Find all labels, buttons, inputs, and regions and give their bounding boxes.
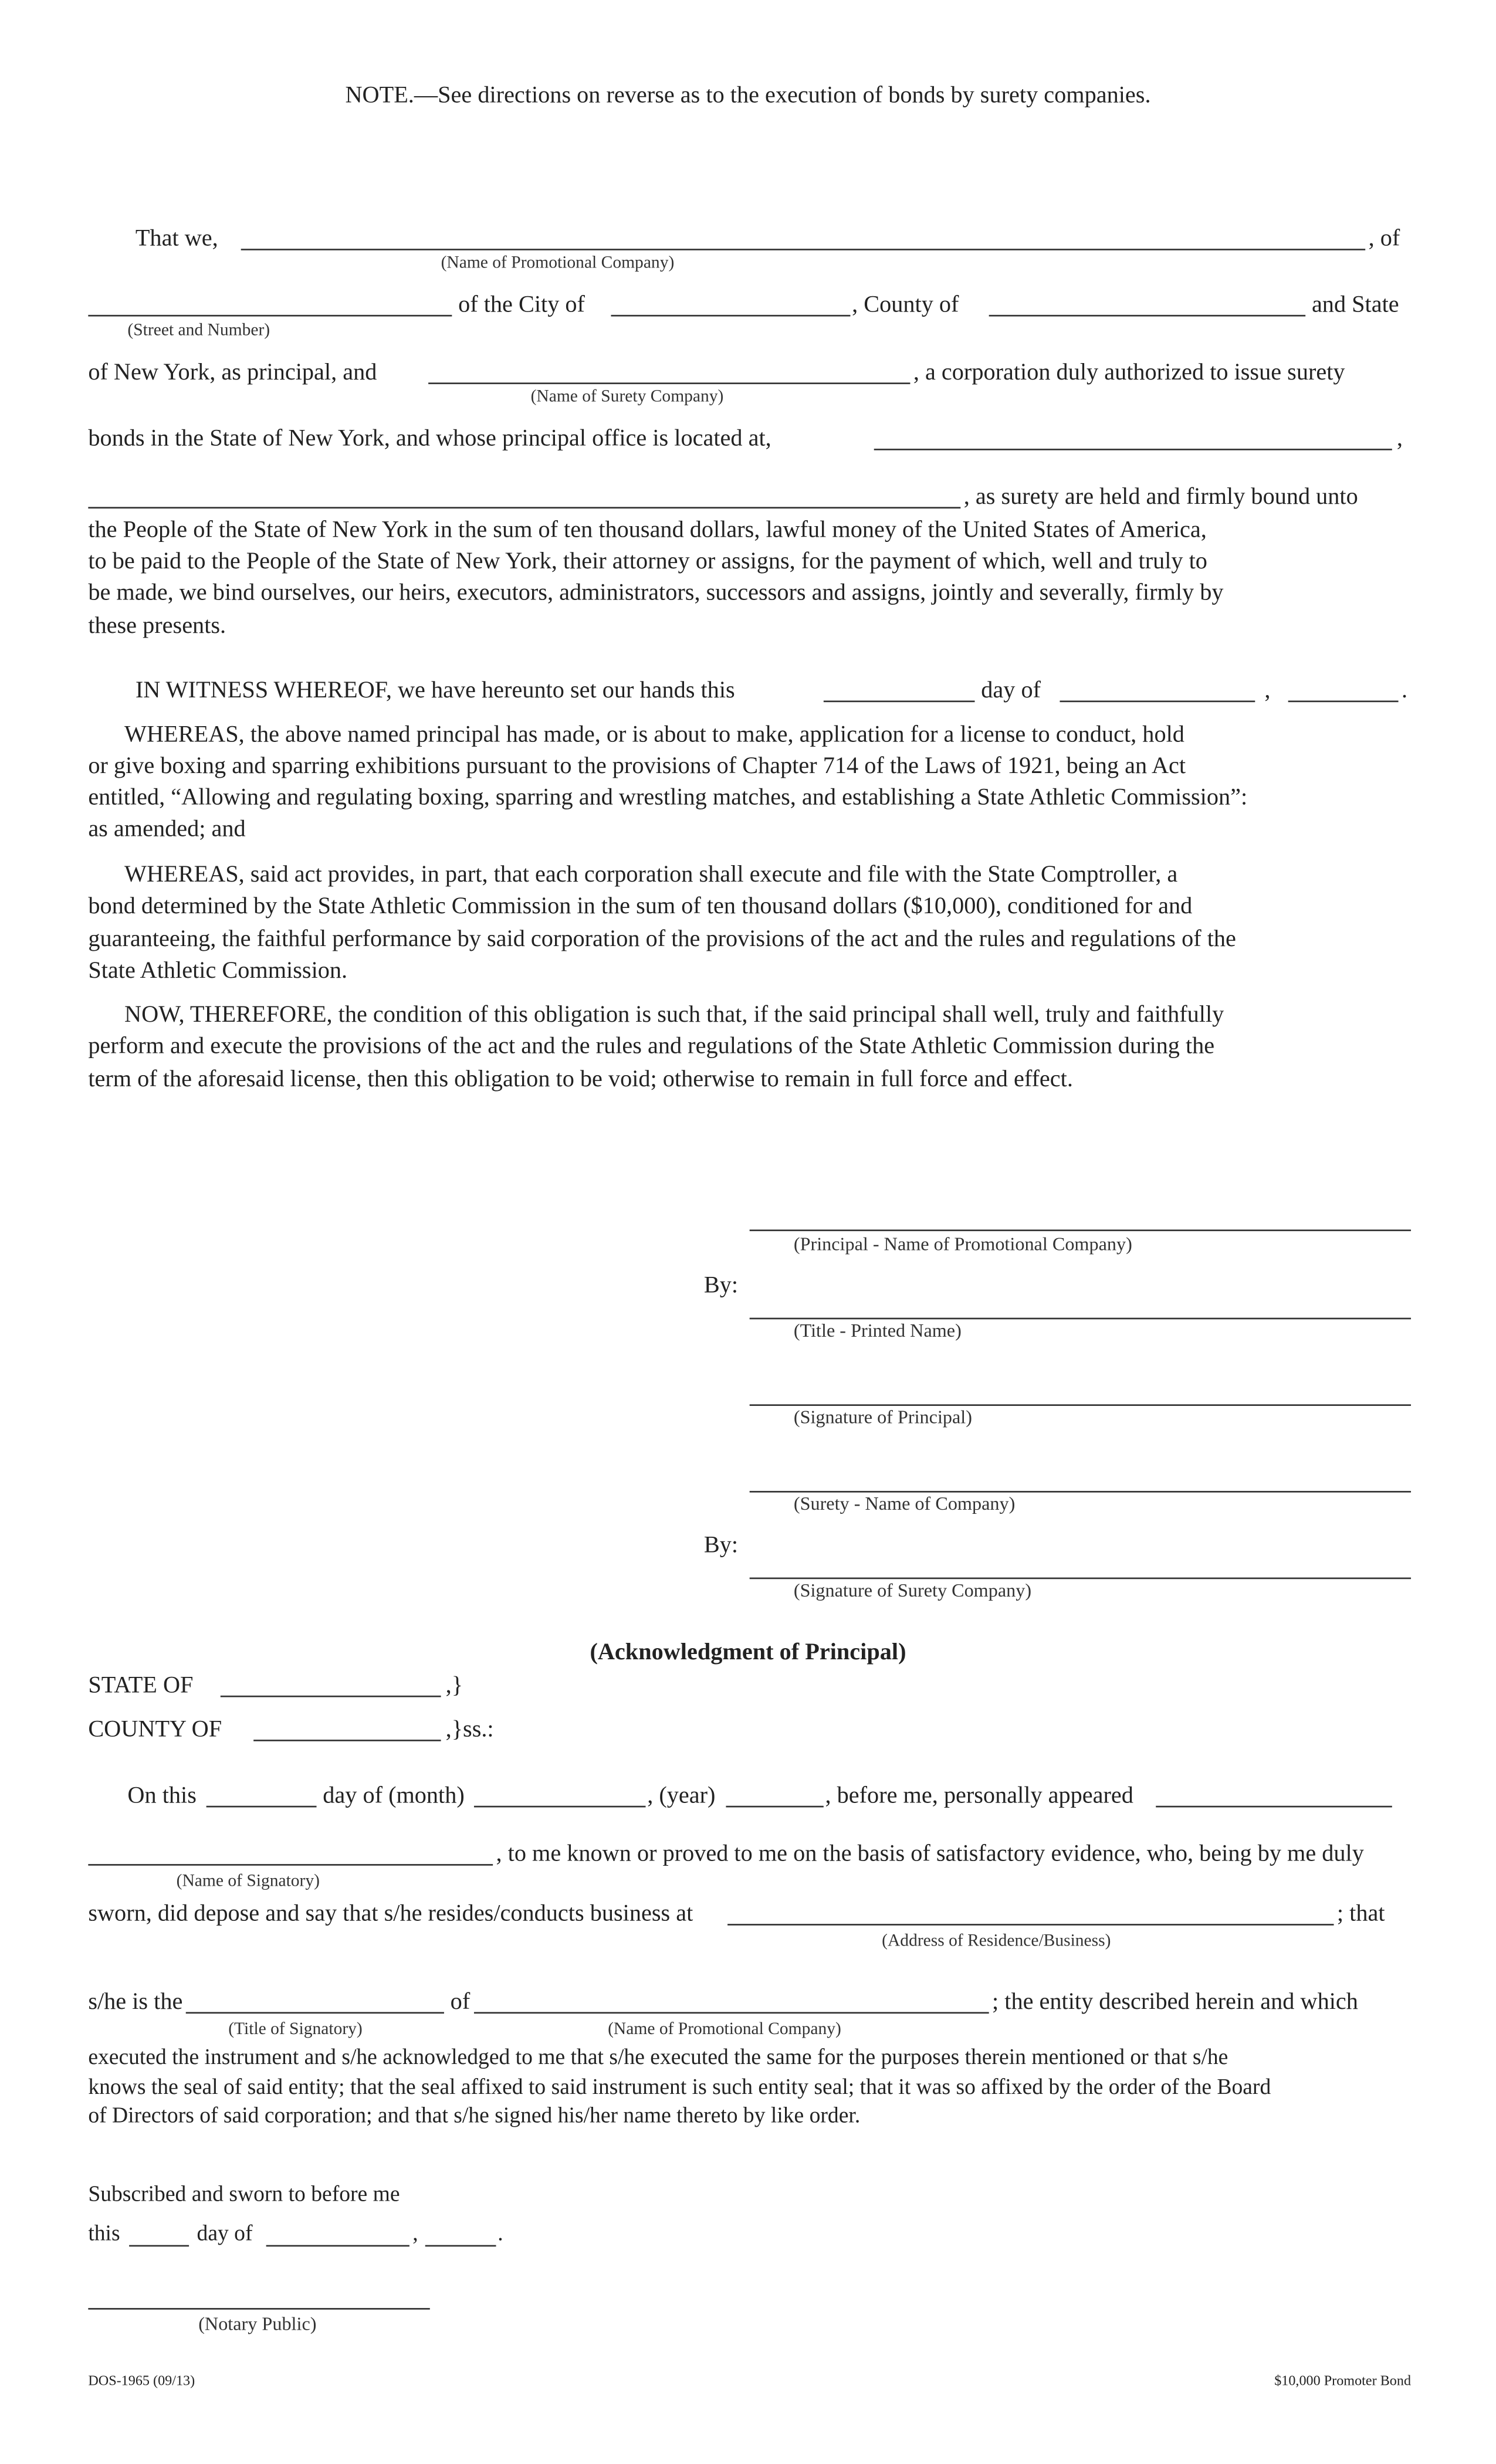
- promotional-company-field[interactable]: [241, 249, 1366, 250]
- row-principal: [0, 225, 1496, 257]
- signatory-title-field[interactable]: [186, 2012, 444, 2014]
- field-label: (Notary Public): [198, 2313, 317, 2335]
- by-label: By:: [703, 1533, 739, 1559]
- text: of the City of: [458, 293, 585, 318]
- paragraph-line: of Directors of said corporation; and that s/he signed his/her name thereto by like order.: [88, 2104, 861, 2129]
- text: day of: [197, 2223, 253, 2247]
- text: , (year): [647, 1784, 716, 1809]
- row-office-2: [0, 483, 1496, 515]
- notary-signature-line[interactable]: [88, 2308, 429, 2310]
- text: , of: [1368, 226, 1400, 252]
- field-label: (Signature of Surety Company): [793, 1579, 1032, 1601]
- paragraph-line: NOW, THEREFORE, the condition of this obligation is such that, if the said principal shall well, truly and faithfully: [124, 1002, 1224, 1028]
- month-field[interactable]: [1060, 700, 1255, 702]
- county-ack-field[interactable]: [253, 1740, 441, 1741]
- ack-month-field[interactable]: [474, 1806, 646, 1808]
- text: ,}: [445, 1673, 463, 1699]
- row-signatory: [0, 1841, 1496, 1872]
- row-on-this: [0, 1782, 1496, 1814]
- row-title: [0, 1988, 1496, 2020]
- field-label: (Title - Printed Name): [793, 1319, 962, 1341]
- paragraph-line: or give boxing and sparring exhibitions pursuant to the provisions of Chapter 714 of the Laws of 1921, being an Act: [88, 754, 1186, 779]
- acknowledgment-title: (Acknowledgment of Principal): [590, 1640, 906, 1666]
- paragraph-line: term of the aforesaid license, then this obligation to be void; otherwise to remain in full force and effect.: [88, 1067, 1073, 1093]
- appeared-field[interactable]: [1156, 1806, 1392, 1808]
- row-office: [0, 425, 1496, 457]
- text: and State: [1311, 293, 1399, 318]
- field-label: (Name of Promotional Company): [441, 253, 675, 273]
- text: s/he is the: [88, 1989, 183, 2015]
- text: bonds in the State of New York, and whose principal office is located at,: [88, 426, 771, 452]
- text: .: [497, 2223, 503, 2247]
- row-county: [0, 1716, 1496, 1748]
- row-address: [0, 292, 1496, 323]
- address-field[interactable]: [727, 1924, 1333, 1926]
- notary-day-field[interactable]: [129, 2245, 189, 2247]
- row-state: [0, 1672, 1496, 1704]
- text: day of: [981, 678, 1041, 704]
- text: ; that: [1336, 1902, 1385, 1927]
- paragraph-line: bond determined by the State Athletic Commission in the sum of ten thousand dollars ($10,000), conditioned for and: [88, 894, 1193, 920]
- row-surety: [0, 359, 1496, 391]
- text: ,: [1396, 426, 1403, 452]
- principal-company-signature-line[interactable]: [750, 1229, 1411, 1231]
- text: .: [1401, 678, 1408, 704]
- text: IN WITNESS WHEREOF, we have hereunto set our hands this: [135, 678, 735, 704]
- text: , County of: [852, 293, 959, 318]
- signatory-name-field[interactable]: [88, 1864, 493, 1866]
- day-field[interactable]: [824, 700, 975, 702]
- field-label: (Signature of Principal): [793, 1405, 972, 1428]
- year-field[interactable]: [1288, 700, 1399, 702]
- text: of New York, as principal, and: [88, 360, 377, 386]
- paragraph-line: entitled, “Allowing and regulating boxing, sparring and wrestling matches, and establishing a State Athletic Commission”:: [88, 785, 1248, 811]
- row-subscribed: [0, 2221, 1496, 2253]
- principal-office-field[interactable]: [874, 449, 1392, 450]
- street-field[interactable]: [88, 315, 452, 317]
- text: COUNTY OF: [88, 1717, 222, 1743]
- paragraph-line: knows the seal of said entity; that the seal affixed to said instrument is such entity seal; that it was so affixed by the order of the Board: [88, 2076, 1271, 2100]
- field-label: (Name of Promotional Company): [608, 2019, 841, 2039]
- paragraph-line: to be paid to the People of the State of New York, their attorney or assigns, for the payment of which, well and truly to: [88, 549, 1207, 575]
- paragraph-line: these presents.: [88, 614, 226, 639]
- paragraph-line: WHEREAS, said act provides, in part, that each corporation shall execute and file with the State Comptroller, a: [124, 862, 1178, 888]
- state-field[interactable]: [221, 1696, 441, 1697]
- text: , before me, personally appeared: [825, 1784, 1133, 1809]
- form-title: $10,000 Promoter Bond: [1274, 2373, 1412, 2388]
- paragraph-line: guaranteeing, the faithful performance by said corporation of the provisions of the act and the rules and regulations of the: [88, 927, 1236, 953]
- text: ,: [412, 2223, 418, 2247]
- text: this: [88, 2223, 120, 2247]
- text: That we,: [135, 226, 218, 252]
- text: On this: [127, 1784, 197, 1809]
- note: NOTE.—See directions on reverse as to the execution of bonds by surety companies.: [345, 83, 1151, 109]
- field-label: (Title of Signatory): [228, 2019, 363, 2039]
- notary-year-field[interactable]: [425, 2245, 496, 2247]
- form-number: DOS-1965 (09/13): [88, 2373, 195, 2388]
- paragraph-line: perform and execute the provisions of the act and the rules and regulations of the State Athletic Commission during the: [88, 1034, 1215, 1060]
- paragraph-line: as amended; and: [88, 817, 246, 843]
- by-label: By:: [703, 1273, 739, 1299]
- surety-company-field[interactable]: [428, 382, 910, 384]
- text: , a corporation duly authorized to issue surety: [913, 360, 1345, 386]
- subscribed-text: Subscribed and sworn to before me: [88, 2183, 400, 2208]
- field-label: (Name of Signatory): [176, 1872, 320, 1891]
- field-label: (Address of Residence/Business): [882, 1931, 1111, 1951]
- city-field[interactable]: [611, 315, 850, 317]
- field-label: (Principal - Name of Promotional Company): [793, 1232, 1132, 1255]
- principal-office-field-2[interactable]: [88, 507, 960, 509]
- notary-month-field[interactable]: [266, 2245, 409, 2247]
- paragraph-line: executed the instrument and s/he acknowledged to me that s/he executed the same for the purposes therein mentioned or that s/he: [88, 2046, 1228, 2070]
- row-witness: [0, 677, 1496, 709]
- text: ; the entity described herein and which: [992, 1989, 1358, 2015]
- field-label: (Street and Number): [127, 321, 270, 340]
- county-field[interactable]: [989, 315, 1306, 317]
- paragraph-line: be made, we bind ourselves, our heirs, executors, administrators, successors and assigns, jointly and severally, firmly by: [88, 581, 1224, 606]
- ack-day-field[interactable]: [207, 1806, 317, 1808]
- field-label: (Surety - Name of Company): [793, 1492, 1016, 1515]
- paragraph-line: State Athletic Commission.: [88, 958, 348, 984]
- paragraph-line: WHEREAS, the above named principal has made, or is about to make, application for a license to conduct, hold: [124, 723, 1184, 748]
- text: , to me known or proved to me on the basis of satisfactory evidence, who, being by me duly: [496, 1842, 1364, 1868]
- text: sworn, did depose and say that s/he resides/conducts business at: [88, 1902, 693, 1927]
- paragraph-line: the People of the State of New York in the sum of ten thousand dollars, lawful money of the United States of America,: [88, 518, 1207, 544]
- text: of: [450, 1989, 471, 2015]
- row-residence: [0, 1900, 1496, 1932]
- text: day of (month): [323, 1784, 465, 1809]
- ack-promotional-company-field[interactable]: [474, 2012, 989, 2014]
- text: , as surety are held and firmly bound unto: [963, 484, 1358, 510]
- text: ,}ss.:: [445, 1717, 494, 1743]
- text: ,: [1264, 678, 1271, 704]
- ack-year-field[interactable]: [726, 1806, 823, 1808]
- text: STATE OF: [88, 1673, 194, 1699]
- field-label: (Name of Surety Company): [530, 387, 724, 406]
